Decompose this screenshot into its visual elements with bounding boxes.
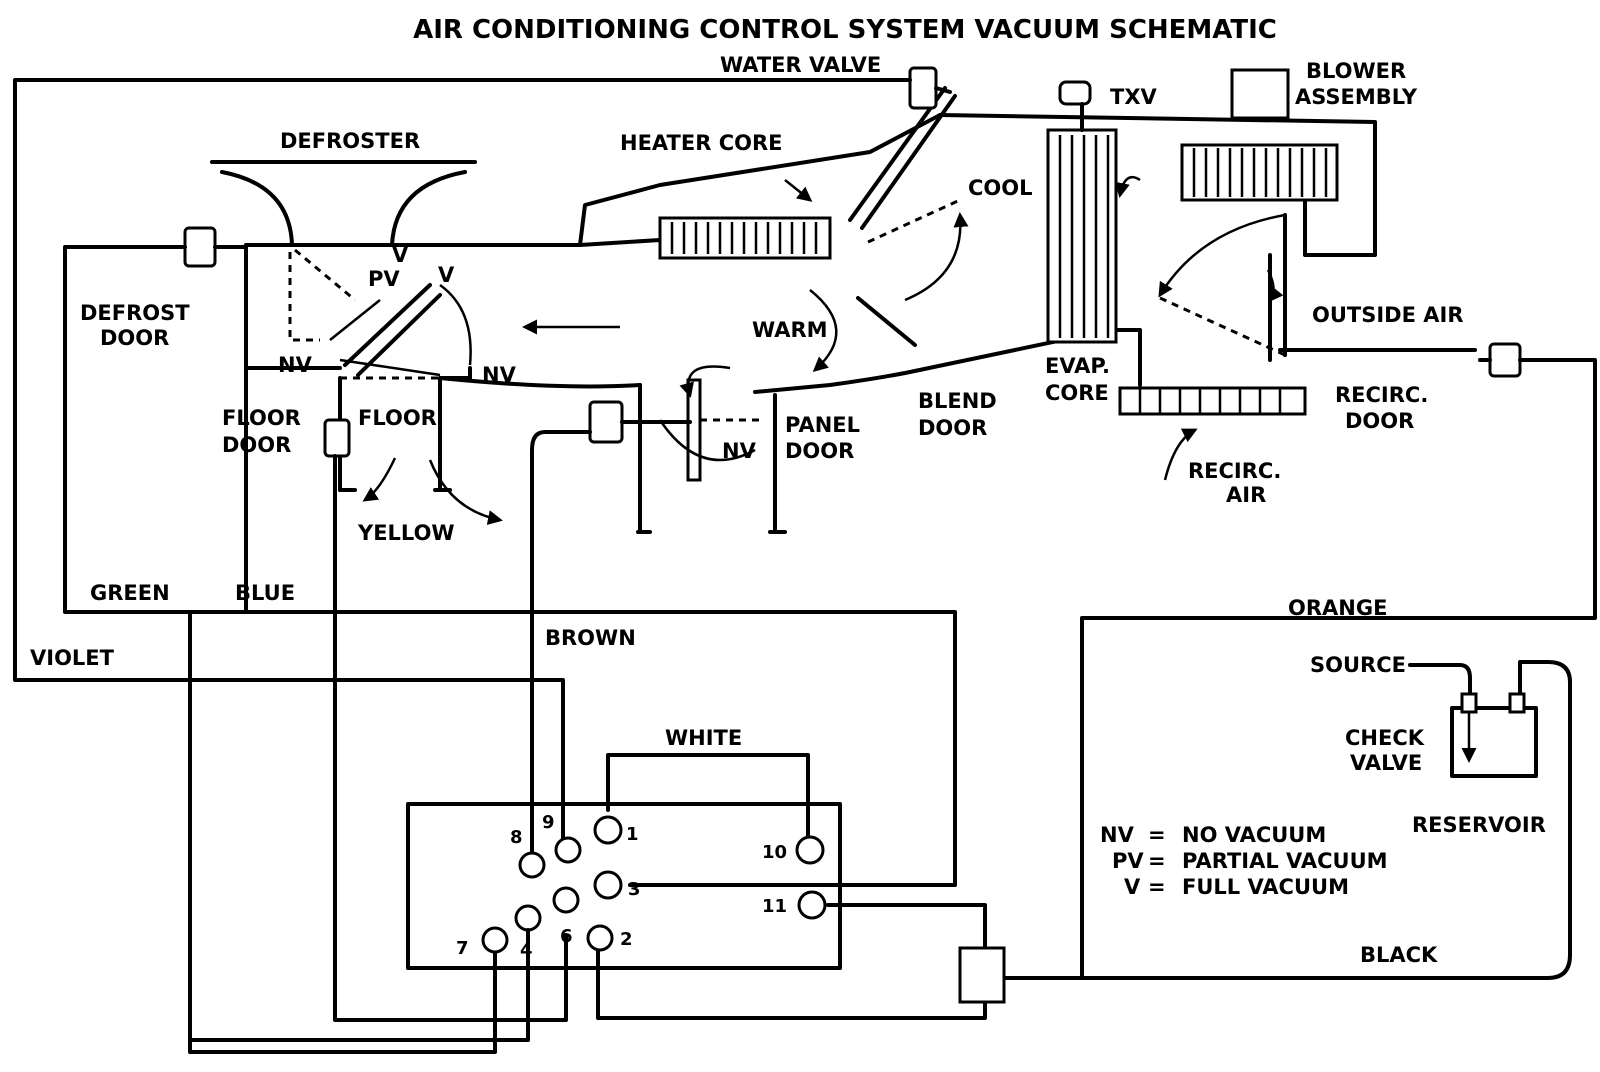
label-floor: FLOOR [358,406,437,430]
blend-door-hose-rails [850,88,955,228]
hose-port2 [598,935,985,1018]
label-defrost-door-2: DOOR [100,326,170,350]
plenum-left-wall [246,245,340,368]
label-evap-core-1: EVAP. [1045,354,1110,378]
label-hose-black: BLACK [1360,943,1438,967]
label-check-valve-1: CHECK [1345,726,1425,750]
plenum-top-wall [246,240,660,245]
port-label-2: 2 [620,929,633,950]
blend-door-dashed-cool [868,200,960,242]
label-warm: WARM [752,318,828,342]
actuator-water-valve [900,68,950,108]
port-label-11: 11 [762,896,788,917]
label-txv: TXV [1110,85,1157,109]
label-recirc-air-1: RECIRC. [1188,459,1282,483]
legend-meaning-nv: NO VACUUM [1182,823,1327,847]
label-hose-brown: BROWN [545,626,636,650]
defroster-right-curve [392,172,465,245]
port-10-fitting [797,837,823,863]
label-recirc-door-2: DOOR [1345,409,1415,433]
recirc-door-dashed [1160,298,1285,355]
vacuum-reservoir [1452,708,1536,776]
label-hose-blue: BLUE [235,581,296,605]
label-heater-core: HEATER CORE [620,131,783,155]
hose-labels [30,521,1438,967]
label-source: SOURCE [1310,653,1406,677]
actuator-recirc-door [1480,344,1535,376]
port-7-fitting [483,928,507,952]
defroster-left-curve [222,172,292,245]
label-check-valve-2: VALVE [1350,751,1423,775]
plenum-bottom-a [440,378,640,386]
legend-abbr-v: V [1124,875,1141,899]
state-v-right: V [438,263,455,287]
label-blower-1: BLOWER [1306,59,1407,83]
txv-valve [1060,82,1090,130]
port-label-1: 1 [626,824,639,845]
port-label-6: 6 [560,926,573,947]
label-hose-violet: VIOLET [30,646,114,670]
label-panel-door-2: DOOR [785,439,855,463]
label-blower-2: ASSEMBLY [1295,85,1418,109]
floor-door [345,285,440,375]
port-2-fitting [588,926,612,950]
state-nv-a: NV [278,353,312,377]
actuator-floor-door [325,420,349,456]
port-label-7: 7 [456,938,469,959]
legend-abbr-nv: NV [1100,823,1134,847]
port-8-fitting [520,853,544,877]
evaporator-core [1048,130,1116,342]
label-recirc-door-1: RECIRC. [1335,383,1429,407]
floor-right-wall [440,368,470,490]
label-recirc-air-2: AIR [1226,483,1267,507]
port-label-3: 3 [628,879,641,900]
label-hose-green: GREEN [90,581,170,605]
black-hose-fitting [960,948,1004,1002]
label-panel-door-1: PANEL [785,413,861,437]
blend-door [858,298,915,345]
port-label-10: 10 [762,842,788,863]
label-evap-core-2: CORE [1045,381,1109,405]
port-3-fitting [595,872,621,898]
heater-core [660,218,830,258]
state-pv: PV [368,267,400,291]
port-label-8: 8 [510,827,523,848]
label-blend-door-1: BLEND [918,389,997,413]
label-defroster: DEFROSTER [280,129,421,153]
hose-violet [15,80,900,850]
label-floor-door-2: DOOR [222,433,292,457]
defrost-door-dashed [290,252,320,340]
legend-meaning-v: FULL VACUUM [1182,875,1349,899]
diagram-title: AIR CONDITIONING CONTROL SYSTEM VACUUM SCHEMATIC [413,15,1277,45]
actuator-defrost-door [172,228,246,266]
port-label-4: 4 [520,940,533,961]
svg-text:=: = [1148,875,1166,899]
state-nv-b: NV [482,363,516,387]
label-outside-air: OUTSIDE AIR [1312,303,1464,327]
port-11-fitting [799,892,825,918]
legend-abbr-pv: PV [1112,849,1144,873]
port-1-fitting [595,817,621,843]
label-blend-door-2: DOOR [918,416,988,440]
port-4-fitting [516,906,540,930]
label-cool: COOL [968,176,1033,200]
blend-door-swing [905,215,960,300]
port-label-9: 9 [542,812,555,833]
state-v-upper: V [392,243,409,267]
label-defrost-door-1: DEFROST [80,301,190,325]
recirc-grille [1120,388,1305,414]
svg-text:=: = [1148,849,1166,873]
label-hose-yellow: YELLOW [358,521,455,545]
label-reservoir: RESERVOIR [1412,813,1546,837]
svg-text:=: = [1148,823,1166,847]
label-hose-orange: ORANGE [1288,596,1388,620]
label-water-valve: WATER VALVE [720,53,882,77]
state-nv-panel: NV [722,439,756,463]
port-9-fitting [556,838,580,862]
hose-port11 [828,905,985,950]
label-hose-white: WHITE [665,726,743,750]
label-floor-door-1: FLOOR [222,406,301,430]
legend [1100,823,1388,899]
legend-meaning-pv: PARTIAL VACUUM [1182,849,1388,873]
